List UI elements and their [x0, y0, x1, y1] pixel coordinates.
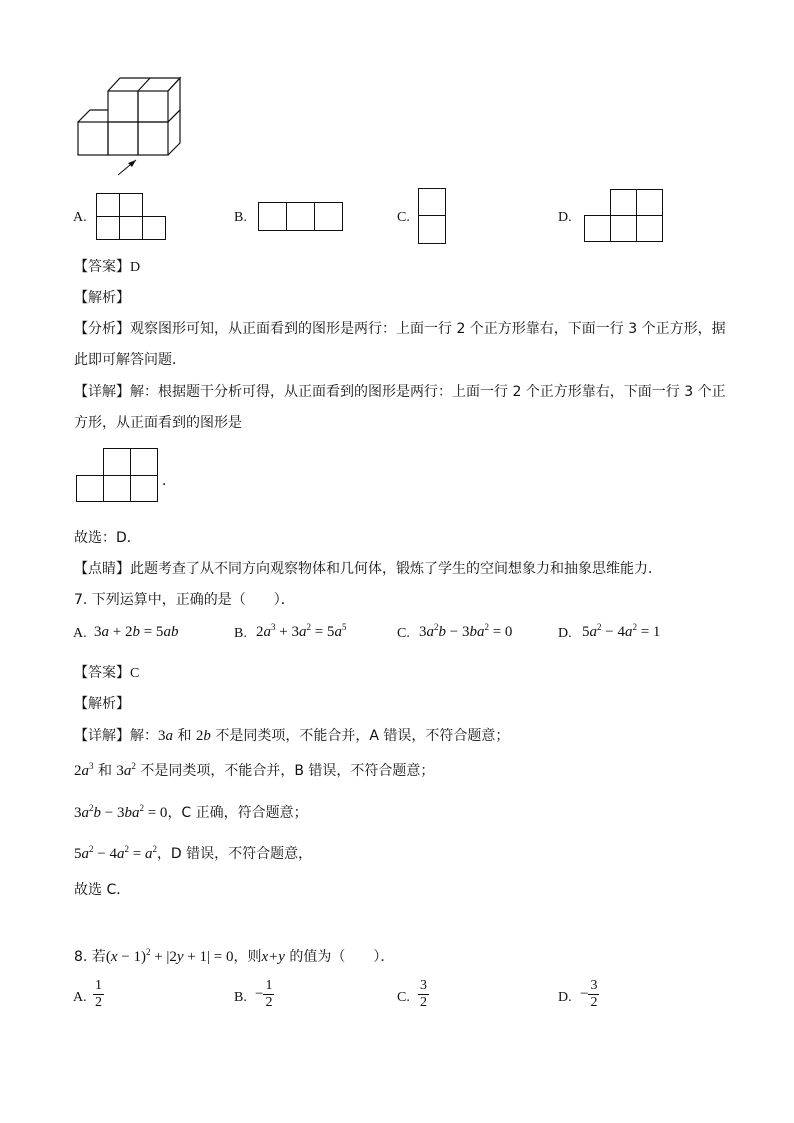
- option-c-figure: [418, 188, 448, 246]
- detail-text: 解：: [130, 728, 158, 744]
- q7-option-c-expr: $3a^2b - 3ba^2 = 0$: [419, 622, 513, 640]
- stem-text: ，则: [233, 949, 262, 965]
- q7-stem: 7. 下列运算中，正确的是（ ）．: [74, 592, 295, 608]
- fenxi-tag: 【分析】: [74, 321, 130, 337]
- q7-option-d-expr: $5a^2 - 4a^2 = 1$: [582, 622, 661, 640]
- q8-option-a-label: A.: [73, 990, 87, 1005]
- option-c-label: C.: [397, 210, 410, 225]
- q7-answer: C: [130, 666, 140, 681]
- q8-option-a-value: [93, 978, 104, 1011]
- detail-text: 不是同类项，不能合并，A 错误，不符合题意；: [210, 728, 510, 744]
- math-d-expr: $5a^2 - 4a^2 = a^2$: [74, 844, 157, 862]
- q6-analysis-tag: 【解析】: [74, 290, 130, 306]
- q6-dianjing-line: [74, 558, 662, 578]
- q7-answer-line: [74, 662, 139, 682]
- numerator: 3: [590, 978, 598, 993]
- fraction: [263, 978, 274, 1011]
- math-3a: 3a: [158, 728, 173, 744]
- figure-period: ．: [162, 473, 176, 489]
- cube-solid-figure: [0, 0, 794, 180]
- denominator: 2: [590, 995, 598, 1010]
- q7-option-a-expr: 3a + 2b = 5ab: [94, 624, 179, 640]
- dianjing-tag: 【点睛】: [74, 561, 130, 577]
- option-b-label: B.: [234, 210, 247, 225]
- numerator: 1: [265, 978, 273, 993]
- stem-text: 的值为（ ）．: [284, 949, 395, 965]
- detail-text: 不是同类项，不能合并，B 错误，不符合题意；: [135, 763, 435, 779]
- option-a-label: A.: [73, 210, 87, 225]
- detail-text: ，D 错误，不符合题意，: [156, 846, 313, 862]
- q6-xiangjie-line1: [74, 381, 726, 401]
- math-c-expr: $3a^2b - 3ba^2 = 0$: [74, 803, 168, 821]
- fraction: [588, 978, 599, 1011]
- q6-fenxi-line1: [74, 318, 726, 338]
- q7-option-a-label: A.: [73, 626, 87, 641]
- q7-detail-line3: [74, 802, 308, 822]
- q6-guxuan: 故选：D．: [74, 530, 141, 546]
- detail-text: 和: [173, 728, 196, 744]
- math-3a2: $3a^2$: [116, 761, 136, 779]
- q7-detail-line4: [74, 843, 312, 863]
- detail-text: 和: [93, 763, 117, 779]
- option-a-figure: [96, 193, 168, 241]
- q7-analysis-tag: 【解析】: [74, 696, 130, 712]
- q7-detail-line1: [74, 725, 509, 745]
- q8-option-b-value: [255, 978, 274, 1011]
- detail-text: ，C 正确，符合题意；: [167, 805, 308, 821]
- answer-tag: 【答案】: [74, 665, 130, 681]
- sign: −: [580, 985, 589, 1002]
- q8-equation: $(x - 1)^2 + |2y + 1| = 0$: [105, 947, 234, 965]
- math-2b: 2b: [195, 728, 211, 744]
- sign: −: [255, 985, 264, 1002]
- numerator: 3: [420, 978, 427, 993]
- xiangjie-tag: 【详解】: [74, 384, 130, 400]
- option-d-figure: [584, 189, 666, 245]
- q8-option-c-label: C.: [397, 990, 410, 1005]
- q6-answer-line: [74, 256, 140, 276]
- q7-option-b-expr: $2a^3 + 3a^2 = 5a^5$: [256, 622, 347, 640]
- xiangjie-tag: 【详解】: [74, 728, 130, 744]
- fraction: [93, 978, 104, 1011]
- q6-fenxi-line2: 此即可解答问题．: [74, 352, 186, 368]
- xiangjie-text-1: 解：根据题干分析可得，从正面看到的图形是两行：上面一行 2 个正方形靠右，下面一行 3 个正: [130, 384, 726, 400]
- numerator: 1: [95, 978, 102, 993]
- fenxi-text-1: 观察图形可知，从正面看到的图形是两行：上面一行 2 个正方形靠右，下面一行 3 个正方形，据: [130, 321, 726, 337]
- stem-var: x+y: [261, 949, 285, 965]
- q8-option-b-label: B.: [234, 990, 247, 1005]
- q7-guxuan: 故选 C．: [74, 882, 131, 898]
- math-2a3: $2a^3$: [74, 761, 94, 779]
- denominator: 2: [95, 995, 102, 1010]
- stem-text: 8. 若: [74, 949, 106, 965]
- q8-option-c-value: [418, 978, 429, 1011]
- q7-option-d-label: D.: [558, 626, 572, 641]
- answer-tag: 【答案】: [74, 259, 130, 275]
- front-view-figure: [76, 448, 160, 504]
- q6-xiangjie-line2: 方形，从正面看到的图形是: [74, 415, 242, 431]
- q8-option-d-value: [580, 978, 599, 1011]
- q7-option-c-label: C.: [397, 626, 410, 641]
- option-b-figure: [258, 202, 346, 232]
- q6-answer: D: [130, 260, 141, 275]
- fraction: [418, 978, 429, 1011]
- option-d-label: D.: [558, 210, 572, 225]
- q7-detail-line2: [74, 760, 434, 780]
- dianjing-text: 此题考查了从不同方向观察物体和几何体，锻炼了学生的空间想象力和抽象思维能力．: [130, 561, 662, 577]
- denominator: 2: [265, 995, 273, 1010]
- q7-option-b-label: B.: [234, 626, 247, 641]
- q8-option-d-label: D.: [558, 990, 572, 1005]
- denominator: 2: [420, 995, 427, 1010]
- q8-stem: [74, 946, 394, 966]
